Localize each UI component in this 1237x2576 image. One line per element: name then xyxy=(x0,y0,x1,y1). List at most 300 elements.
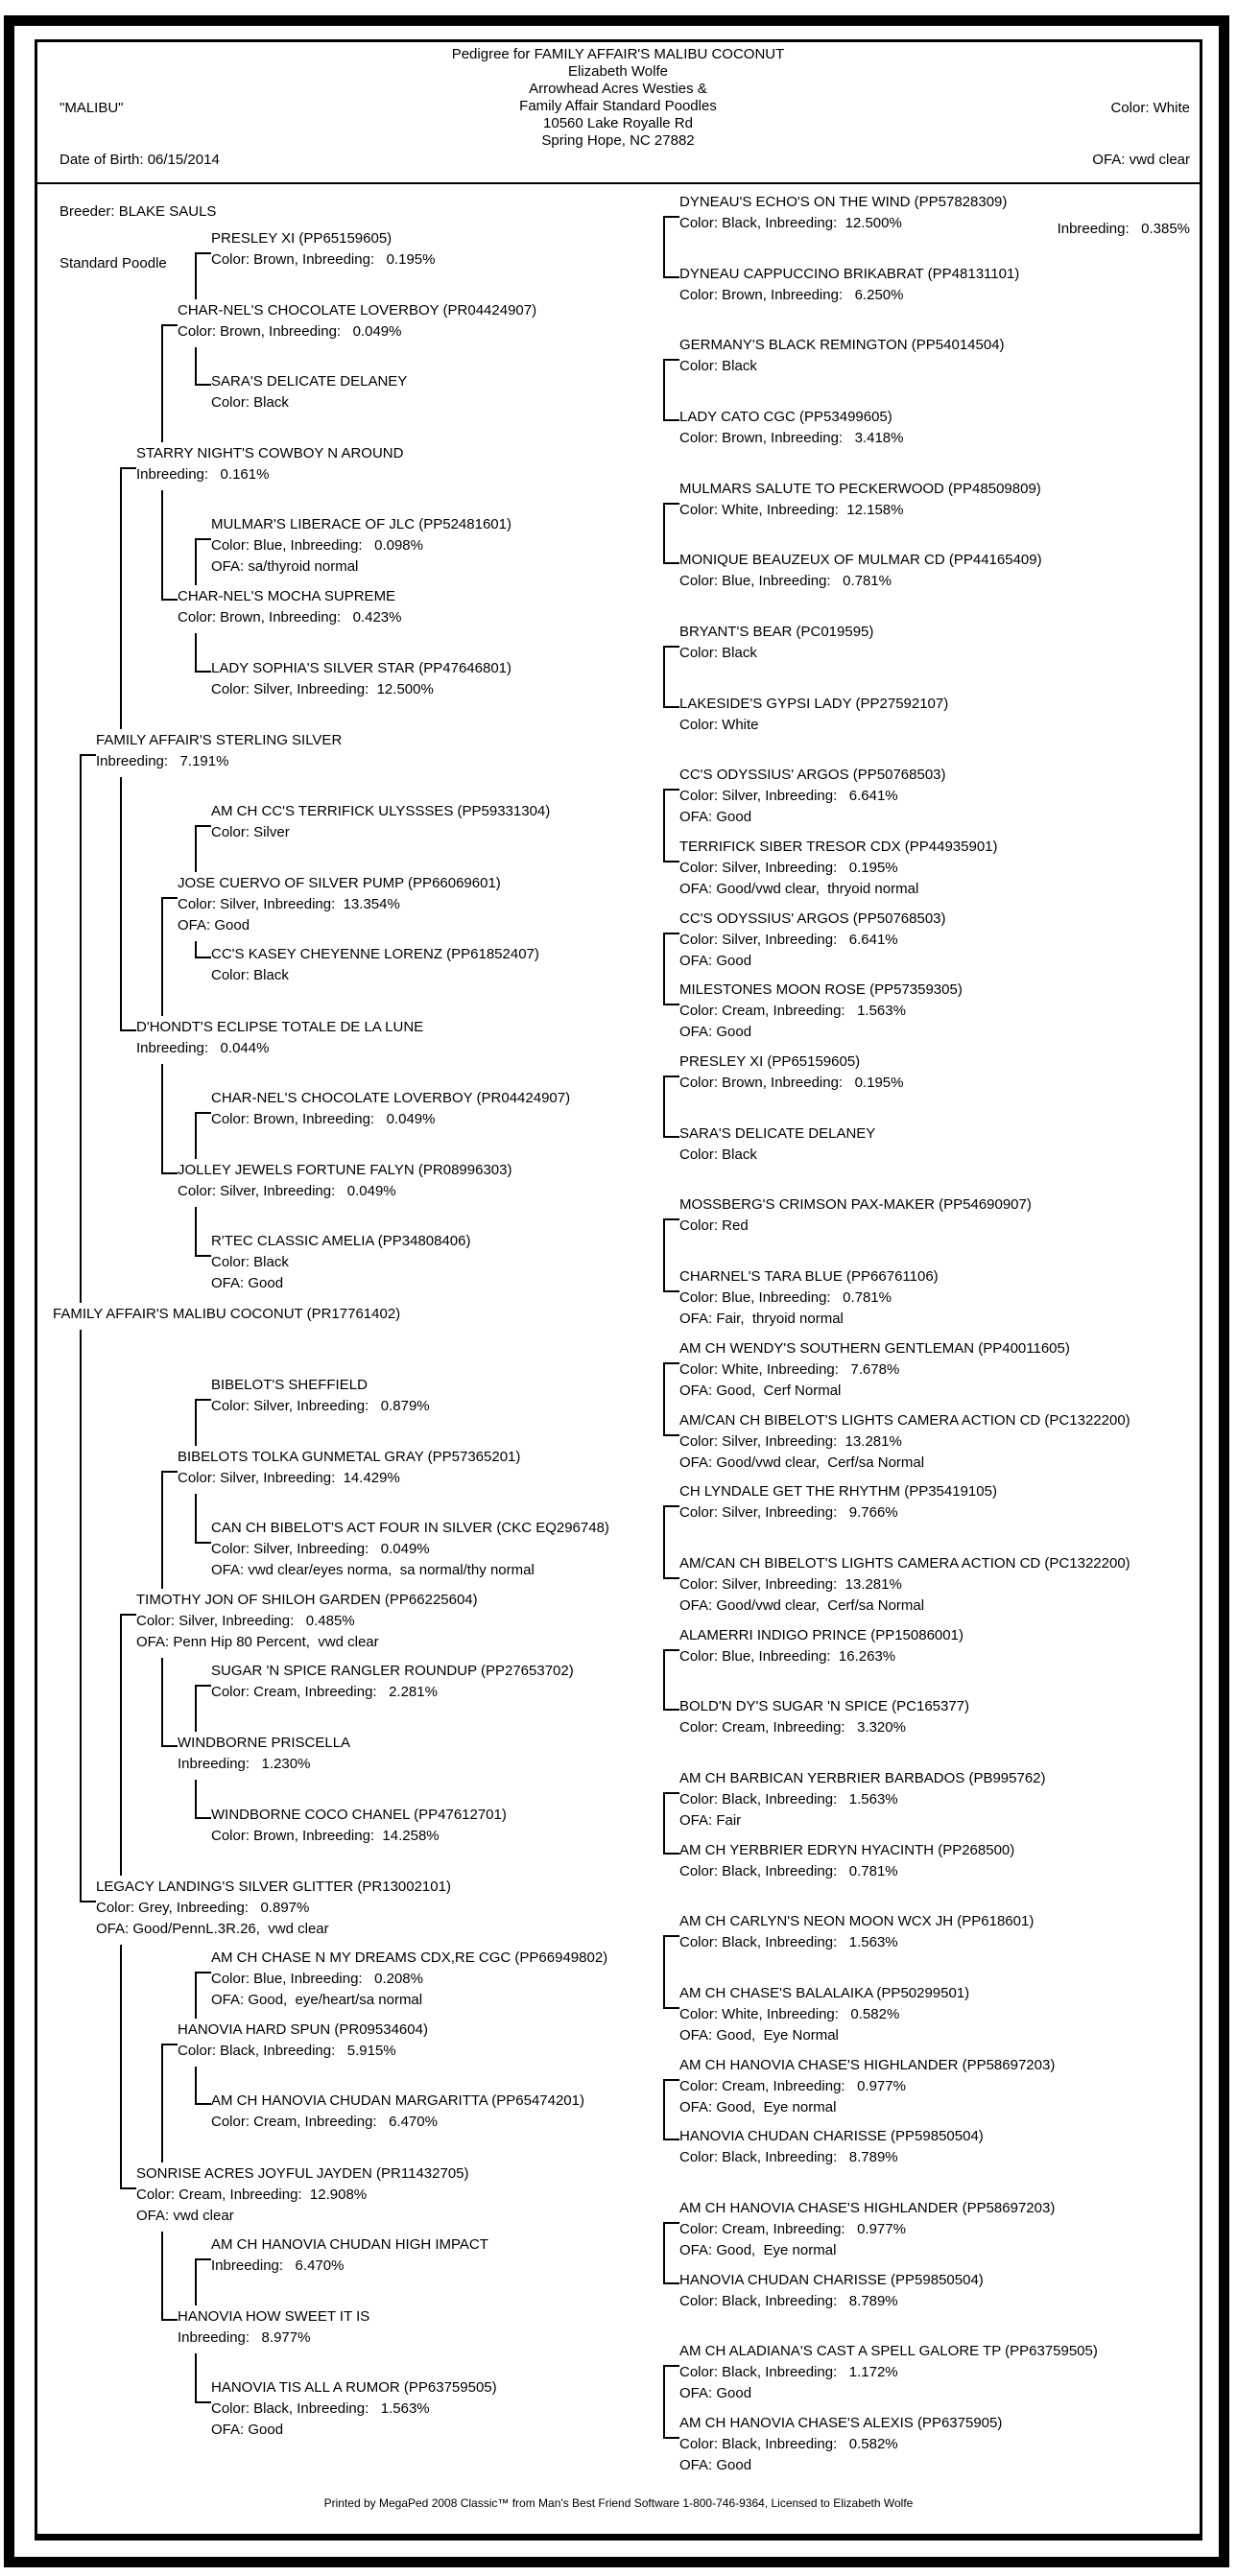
pedigree-node xyxy=(178,873,501,936)
pedigree-node-name: AM CH HANOVIA CHASE'S HIGHLANDER (PP58697203) xyxy=(679,2057,1056,2073)
pedigree-connector xyxy=(161,1064,163,1174)
subject-color: Color: White xyxy=(1110,100,1190,116)
pedigree-node-detail: Color: White, Inbreeding: 7.678% xyxy=(679,1361,900,1378)
pedigree-node xyxy=(679,2413,1002,2476)
pedigree-node xyxy=(96,1877,451,1940)
kennel-name-1: Arrowhead Acres Westies & xyxy=(529,81,707,97)
pedigree-connector xyxy=(663,359,665,421)
pedigree-node-detail: Color: Silver, Inbreeding: 0.049% xyxy=(211,1541,430,1557)
pedigree-node-name: CHAR-NEL'S CHOCOLATE LOVERBOY (PR04424907) xyxy=(211,1090,571,1106)
pedigree-connector xyxy=(663,1792,679,1794)
pedigree-connector xyxy=(195,538,197,585)
pedigree-node xyxy=(679,335,1005,377)
pedigree-node xyxy=(679,407,903,449)
pedigree-connector xyxy=(161,1172,178,1174)
pedigree-node-name: AM CH CHASE N MY DREAMS CDX,RE CGC (PP66949802) xyxy=(211,1950,608,1966)
pedigree-node-name: DYNEAU'S ECHO'S ON THE WIND (PP57828309) xyxy=(679,194,1008,210)
pedigree-node xyxy=(211,801,550,843)
pedigree-connector xyxy=(663,1505,665,1579)
pedigree-node-detail: Inbreeding: 7.191% xyxy=(96,753,229,769)
pedigree-node-detail: OFA: Good xyxy=(679,809,752,825)
pedigree-node-detail: Color: Silver, Inbreeding: 0.485% xyxy=(136,1613,355,1629)
pedigree-connector xyxy=(161,1471,163,1589)
pedigree-connector xyxy=(195,252,197,299)
pedigree-connector xyxy=(195,1972,211,1973)
pedigree-connector xyxy=(663,646,679,648)
pedigree-connector xyxy=(663,1434,679,1436)
pedigree-connector xyxy=(663,2139,679,2140)
pedigree-node-detail: Color: Silver, Inbreeding: 12.500% xyxy=(211,681,434,697)
pedigree-node-detail: Color: Blue, Inbreeding: 0.208% xyxy=(211,1971,423,1987)
pedigree-node-name: STARRY NIGHT'S COWBOY N AROUND xyxy=(136,445,404,461)
pedigree-node-detail: OFA: Good, Eye Normal xyxy=(679,2027,839,2044)
pedigree-node-detail: Color: Blue, Inbreeding: 0.781% xyxy=(679,573,892,589)
owner-city-state: Spring Hope, NC 27882 xyxy=(541,132,695,149)
pedigree-node-detail: Color: White, Inbreeding: 0.582% xyxy=(679,2006,900,2022)
pedigree-node-detail: Color: Cream, Inbreeding: 12.908% xyxy=(136,2186,368,2203)
pedigree-node-name: FAMILY AFFAIR'S STERLING SILVER xyxy=(96,732,343,748)
pedigree-node-name: BIBELOTS TOLKA GUNMETAL GRAY (PP57365201) xyxy=(178,1449,521,1465)
pedigree-node-name: AM CH CC'S TERRIFICK ULYSSSES (PP59331304) xyxy=(211,803,551,819)
pedigree-node xyxy=(211,2234,488,2277)
pedigree-node xyxy=(178,1160,511,1202)
pedigree-connector xyxy=(663,2079,665,2140)
pedigree-connector xyxy=(161,897,178,899)
pedigree-connector xyxy=(120,2187,136,2189)
pedigree-node-detail: Color: Brown, Inbreeding: 0.049% xyxy=(211,1111,436,1127)
pedigree-node-name: MOSSBERG'S CRIMSON PAX-MAKER (PP54690907) xyxy=(679,1196,1032,1213)
pedigree-node-detail: Color: Cream, Inbreeding: 3.320% xyxy=(679,1719,906,1736)
pedigree-node-name: ALAMERRI INDIGO PRINCE (PP15086001) xyxy=(679,1627,963,1643)
pedigree-node-detail: Color: White, Inbreeding: 12.158% xyxy=(679,502,904,518)
pedigree-node-detail: Color: Blue, Inbreeding: 16.263% xyxy=(679,1648,896,1665)
footer-text: Printed by MegaPed 2008 Classic™ from Man's Best Friend Software 1-800-746-9364, Licensed to Elizabeth Wolfe xyxy=(323,2496,914,2510)
pedigree-node xyxy=(136,2163,469,2227)
pedigree-node xyxy=(679,1768,1046,1832)
pedigree-connector xyxy=(195,1399,197,1446)
pedigree-connector xyxy=(663,419,679,421)
subject-inbreeding: Inbreeding: 0.385% xyxy=(1057,221,1190,237)
subject-ofa: OFA: vwd clear xyxy=(1092,152,1190,168)
pedigree-node-detail: OFA: Good, Eye normal xyxy=(679,2242,837,2258)
pedigree-node-detail: Inbreeding: 6.470% xyxy=(211,2257,345,2274)
pedigree-node-detail: OFA: Good xyxy=(211,2422,284,2438)
pedigree-connector xyxy=(663,1577,679,1579)
pedigree-node-detail: Color: Brown, Inbreeding: 6.250% xyxy=(679,287,904,303)
kennel-name-2: Family Affair Standard Poodles xyxy=(519,98,717,114)
breeder: Breeder: BLAKE SAULS xyxy=(59,203,217,220)
pedigree-node xyxy=(679,550,1042,592)
pedigree-node xyxy=(679,1911,1034,1953)
owner-name: Elizabeth Wolfe xyxy=(568,63,668,80)
pedigree-connector xyxy=(663,1362,665,1436)
pedigree-connector xyxy=(195,1494,197,1544)
pedigree-node xyxy=(178,1447,520,1489)
pedigree-node-name: JOSE CUERVO OF SILVER PUMP (PP66069601) xyxy=(178,875,501,891)
pedigree-connector xyxy=(663,1649,665,1711)
pedigree-node-name: HANOVIA TIS ALL A RUMOR (PP63759505) xyxy=(211,2379,497,2396)
pedigree-node-name: AM CH CARLYN'S NEON MOON WCX JH (PP618601) xyxy=(679,1913,1035,1929)
pedigree-connector xyxy=(663,1505,679,1507)
pedigree-node xyxy=(679,1266,939,1330)
pedigree-connector xyxy=(80,754,96,756)
pedigree-node-detail: OFA: Good, Cerf Normal xyxy=(679,1383,842,1399)
pedigree-connector xyxy=(663,1792,665,1855)
pedigree-node-detail: Color: Black, Inbreeding: 5.915% xyxy=(178,2043,396,2059)
pedigree-node-detail: Color: Brown, Inbreeding: 0.195% xyxy=(211,251,436,268)
pedigree-connector xyxy=(663,1362,679,1364)
pedigree-node-name: CC'S ODYSSIUS' ARGOS (PP50768503) xyxy=(679,910,946,927)
pedigree-connector xyxy=(161,1658,163,1747)
pedigree-connector xyxy=(663,276,679,278)
pedigree-connector xyxy=(195,1780,197,1819)
pedigree-node-name: AM/CAN CH BIBELOT'S LIGHTS CAMERA ACTION CD (PC1322200) xyxy=(679,1555,1130,1572)
date-of-birth: Date of Birth: 06/15/2014 xyxy=(59,152,220,168)
pedigree-connector xyxy=(120,1945,122,2189)
pedigree-node-name: AM CH HANOVIA CHASE'S ALEXIS (PP6375905) xyxy=(679,2415,1003,2431)
pedigree-node-detail: Color: White xyxy=(679,717,759,733)
pedigree-node-name: AM/CAN CH BIBELOT'S LIGHTS CAMERA ACTION CD (PC1322200) xyxy=(679,1412,1130,1429)
pedigree-connector xyxy=(663,1935,679,1937)
pedigree-connector xyxy=(663,1136,679,1138)
pedigree-connector xyxy=(195,538,211,540)
pedigree-node-detail: Color: Silver, Inbreeding: 0.195% xyxy=(679,860,898,876)
pedigree-node-detail: OFA: Good xyxy=(178,917,250,934)
pedigree-node-name: GERMANY'S BLACK REMINGTON (PP54014504) xyxy=(679,337,1005,353)
pedigree-node-detail: Color: Black xyxy=(679,645,757,661)
pedigree-connector xyxy=(195,1112,211,1114)
pedigree-connector xyxy=(663,1218,679,1220)
call-name: "MALIBU" xyxy=(59,100,124,116)
pedigree-node-detail: OFA: Fair, thryoid normal xyxy=(679,1311,844,1327)
pedigree-connector xyxy=(663,1709,679,1711)
pedigree-node-name: HANOVIA HARD SPUN (PR09534604) xyxy=(178,2021,428,2038)
pedigree-node-name: PRESLEY XI (PP65159605) xyxy=(211,230,393,247)
pedigree-node-name: SARA'S DELICATE DELANEY xyxy=(211,373,408,390)
pedigree-node xyxy=(211,1805,507,1847)
pedigree-connector xyxy=(161,2044,178,2045)
pedigree-node-detail: Color: Brown, Inbreeding: 0.423% xyxy=(178,609,402,626)
pedigree-node-detail: Color: Silver, Inbreeding: 0.879% xyxy=(211,1398,430,1414)
pedigree-node-name: HANOVIA CHUDAN CHARISSE (PP59850504) xyxy=(679,2128,984,2144)
pedigree-connector xyxy=(80,754,82,1303)
pedigree-connector xyxy=(195,2067,197,2105)
pedigree-connector xyxy=(663,1218,665,1292)
pedigree-connector xyxy=(663,1075,665,1138)
pedigree-node xyxy=(679,479,1041,521)
pedigree-node-name: CAN CH BIBELOT'S ACT FOUR IN SILVER (CKC EQ296748) xyxy=(211,1520,609,1536)
pedigree-node xyxy=(679,1123,875,1166)
pedigree-node-name: TERRIFICK SIBER TRESOR CDX (PP44935901) xyxy=(679,839,998,855)
pedigree-node xyxy=(96,730,342,772)
pedigree-connector xyxy=(120,1614,122,1876)
pedigree-node-name: D'HONDT'S ECLIPSE TOTALE DE LA LUNE xyxy=(136,1019,424,1035)
pedigree-connector xyxy=(195,1685,197,1732)
page-title: Pedigree for FAMILY AFFAIR'S MALIBU COCONUT xyxy=(451,46,785,62)
pedigree-node-detail: Color: Black, Inbreeding: 1.563% xyxy=(211,2400,430,2417)
pedigree-node-name: AM CH HANOVIA CHASE'S HIGHLANDER (PP58697203) xyxy=(679,2200,1056,2216)
pedigree-node xyxy=(178,586,401,628)
pedigree-connector xyxy=(161,2044,163,2162)
pedigree-node-detail: OFA: Good xyxy=(679,953,752,969)
pedigree-node-detail: Color: Black xyxy=(679,1146,757,1163)
pedigree-node xyxy=(679,1983,969,2046)
pedigree-node-detail: Color: Silver, Inbreeding: 13.354% xyxy=(178,896,400,912)
pedigree-node xyxy=(679,2055,1055,2118)
pedigree-connector xyxy=(195,2258,197,2305)
pedigree-node xyxy=(178,2306,369,2349)
pedigree-connector xyxy=(120,1029,136,1031)
pedigree-connector xyxy=(195,957,211,958)
pedigree-node-detail: Color: Blue, Inbreeding: 0.098% xyxy=(211,537,423,554)
pedigree-node xyxy=(679,909,946,972)
pedigree-node-detail: Color: Grey, Inbreeding: 0.897% xyxy=(96,1900,310,1916)
pedigree-node-name: AM CH YERBRIER EDRYN HYACINTH (PP268500) xyxy=(679,1842,1015,1858)
pedigree-connector xyxy=(663,861,679,863)
owner-address: 10560 Lake Royalle Rd xyxy=(543,115,693,131)
pedigree-connector xyxy=(663,1853,679,1855)
pedigree-connector xyxy=(161,599,178,601)
pedigree-connector xyxy=(663,216,665,278)
pedigree-connector xyxy=(195,2401,211,2403)
pedigree-node-detail: Color: Red xyxy=(679,1217,749,1234)
pedigree-node xyxy=(178,2020,428,2062)
pedigree-node-name: PRESLEY XI (PP65159605) xyxy=(679,1053,861,1070)
pedigree-node-name: AM CH WENDY'S SOUTHERN GENTLEMAN (PP40011605) xyxy=(679,1340,1070,1357)
pedigree-node-name: R'TEC CLASSIC AMELIA (PP34808406) xyxy=(211,1233,471,1249)
pedigree-connector xyxy=(161,2319,178,2321)
pedigree-node xyxy=(211,1375,430,1417)
pedigree-node-detail: Color: Silver, Inbreeding: 6.641% xyxy=(679,932,898,948)
pedigree-node-name: AM CH HANOVIA CHUDAN HIGH IMPACT xyxy=(211,2236,488,2253)
pedigree-connector xyxy=(663,2282,679,2284)
pedigree-connector xyxy=(663,789,665,863)
pedigree-connector xyxy=(195,633,197,673)
pedigree-node-detail: Color: Silver, Inbreeding: 13.281% xyxy=(679,1576,902,1593)
pedigree-node-detail: Color: Cream, Inbreeding: 2.281% xyxy=(211,1684,438,1700)
pedigree-connector xyxy=(195,825,211,827)
pedigree-connector xyxy=(80,1330,82,1902)
pedigree-node-name: SARA'S DELICATE DELANEY xyxy=(679,1125,876,1142)
pedigree-node-detail: Inbreeding: 0.044% xyxy=(136,1040,270,1056)
pedigree-node-name: TIMOTHY JON OF SHILOH GARDEN (PP66225604) xyxy=(136,1592,478,1608)
pedigree-node-detail: OFA: Good/vwd clear, Cerf/sa Normal xyxy=(679,1454,925,1471)
pedigree-node xyxy=(136,1017,423,1059)
pedigree-connector xyxy=(663,503,665,564)
pedigree-connector xyxy=(120,1614,136,1616)
pedigree-connector xyxy=(195,1207,197,1257)
pedigree-node-detail: Color: Brown, Inbreeding: 0.049% xyxy=(178,323,402,340)
pedigree-connector xyxy=(663,2365,665,2439)
pedigree-node xyxy=(211,1231,471,1294)
pedigree-node xyxy=(211,2377,497,2441)
pedigree-connector xyxy=(663,1649,679,1651)
pedigree-connector xyxy=(195,1685,211,1687)
pedigree-node-detail: Color: Cream, Inbreeding: 0.977% xyxy=(679,2221,906,2237)
pedigree-node-detail: OFA: Fair xyxy=(679,1812,742,1829)
pedigree-node-name: WINDBORNE COCO CHANEL (PP47612701) xyxy=(211,1807,507,1823)
pedigree-node xyxy=(679,1052,903,1094)
pedigree-node-detail: Inbreeding: 0.161% xyxy=(136,466,270,483)
pedigree-node-name: SONRISE ACRES JOYFUL JAYDEN (PR11432705) xyxy=(136,2165,469,2182)
pedigree-node xyxy=(679,1625,963,1667)
pedigree-node-detail: Color: Blue, Inbreeding: 0.781% xyxy=(679,1289,892,1306)
pedigree-connector xyxy=(195,2353,197,2403)
pedigree-node-name: FAMILY AFFAIR'S MALIBU COCONUT (PR17761402) xyxy=(53,1306,401,1322)
pedigree-node xyxy=(679,1194,1032,1237)
pedigree-node xyxy=(679,2198,1055,2261)
pedigree-node-name: CC'S ODYSSIUS' ARGOS (PP50768503) xyxy=(679,767,946,783)
pedigree-connector xyxy=(195,1817,211,1819)
pedigree-node-detail: Color: Cream, Inbreeding: 6.470% xyxy=(211,2114,438,2130)
pedigree-node-name: HANOVIA CHUDAN CHARISSE (PP59850504) xyxy=(679,2272,984,2288)
pedigree-connector xyxy=(195,1972,197,2019)
pedigree-node xyxy=(679,192,1007,234)
pedigree-node xyxy=(136,443,403,485)
pedigree-node-name: BOLD'N DY'S SUGAR 'N SPICE (PC165377) xyxy=(679,1698,970,1714)
pedigree-connector xyxy=(663,562,679,564)
pedigree-node-detail: OFA: Good, Eye normal xyxy=(679,2099,837,2115)
pedigree-node-detail: OFA: Good/vwd clear, Cerf/sa Normal xyxy=(679,1597,925,1614)
pedigree-node-detail: OFA: vwd clear xyxy=(136,2208,234,2224)
pedigree-node-name: AM CH CHASE'S BALALAIKA (PP50299501) xyxy=(679,1985,970,2001)
pedigree-node-name: CC'S KASEY CHEYENNE LORENZ (PP61852407) xyxy=(211,946,539,962)
pedigree-node-detail: OFA: Good xyxy=(679,1024,752,1040)
pedigree-node xyxy=(211,1088,570,1130)
pedigree-connector xyxy=(663,2437,679,2439)
pedigree-connector xyxy=(663,2365,679,2367)
pedigree-node xyxy=(178,300,536,343)
pedigree-node xyxy=(53,1304,400,1325)
pedigree-connector xyxy=(195,671,211,673)
pedigree-node-name: WINDBORNE PRISCELLA xyxy=(178,1735,351,1751)
pedigree-connector xyxy=(663,1004,679,1005)
pedigree-node-name: LADY CATO CGC (PP53499605) xyxy=(679,409,892,425)
pedigree-node-detail: Color: Silver xyxy=(211,824,290,840)
pedigree-connector xyxy=(663,2222,665,2284)
pedigree-node-detail: Color: Black, Inbreeding: 12.500% xyxy=(679,215,902,231)
pedigree-node xyxy=(178,1733,350,1775)
pedigree-node-detail: Color: Silver, Inbreeding: 0.049% xyxy=(178,1183,396,1199)
pedigree-node xyxy=(679,2341,1098,2404)
pedigree-node-detail: Color: Cream, Inbreeding: 0.977% xyxy=(679,2078,906,2094)
pedigree-connector xyxy=(161,490,163,601)
pedigree-node-name: BRYANT'S BEAR (PC019595) xyxy=(679,624,874,640)
pedigree-connector xyxy=(161,897,163,1016)
pedigree-node-detail: Color: Brown, Inbreeding: 3.418% xyxy=(679,430,904,446)
pedigree-connector xyxy=(161,324,178,326)
pedigree-node-detail: Color: Black, Inbreeding: 8.789% xyxy=(679,2293,898,2309)
pedigree-node xyxy=(211,658,511,700)
pedigree-node-detail: Color: Black xyxy=(679,358,757,374)
pedigree-connector xyxy=(663,216,679,218)
pedigree-node-name: JOLLEY JEWELS FORTUNE FALYN (PR08996303) xyxy=(178,1162,512,1178)
pedigree-node-detail: OFA: Good/vwd clear, thryoid normal xyxy=(679,881,919,897)
pedigree-node-detail: Color: Silver, Inbreeding: 14.429% xyxy=(178,1470,400,1486)
pedigree-node-detail: OFA: vwd clear/eyes norma, sa normal/thy normal xyxy=(211,1562,535,1578)
pedigree-node xyxy=(211,514,511,578)
pedigree-connector xyxy=(663,359,679,361)
pedigree-node-detail: Color: Silver, Inbreeding: 13.281% xyxy=(679,1433,902,1450)
pedigree-connector xyxy=(195,1112,197,1159)
pedigree-connector xyxy=(80,1901,96,1902)
pedigree-node xyxy=(679,837,998,900)
pedigree-node xyxy=(679,1481,997,1524)
pedigree-node xyxy=(136,1590,478,1653)
pedigree-connector xyxy=(195,825,197,872)
pedigree-connector xyxy=(663,706,679,708)
pedigree-node-name: MONIQUE BEAUZEUX OF MULMAR CD (PP44165409) xyxy=(679,552,1042,568)
pedigree-node-detail: Color: Silver, Inbreeding: 9.766% xyxy=(679,1504,898,1521)
pedigree-connector xyxy=(195,1399,211,1401)
pedigree-node-detail: Color: Silver, Inbreeding: 6.641% xyxy=(679,788,898,804)
pedigree-node-detail: OFA: Penn Hip 80 Percent, vwd clear xyxy=(136,1634,379,1650)
pedigree-node-detail: OFA: Good xyxy=(679,2457,752,2473)
pedigree-node xyxy=(211,944,539,986)
pedigree-node-name: MULMAR'S LIBERACE OF JLC (PP52481601) xyxy=(211,516,511,532)
pedigree-node-detail: Color: Black, Inbreeding: 0.781% xyxy=(679,1863,898,1879)
pedigree-node-detail: Color: Black, Inbreeding: 1.563% xyxy=(679,1934,898,1950)
pedigree-node-name: CH LYNDALE GET THE RHYTHM (PP35419105) xyxy=(679,1483,997,1500)
pedigree-node-detail: Color: Black xyxy=(211,1254,289,1270)
pedigree-node-detail: Color: Black xyxy=(211,394,289,411)
pedigree-connector xyxy=(663,503,679,505)
pedigree-connector xyxy=(663,1075,679,1077)
pedigree-node xyxy=(679,1840,1014,1882)
pedigree-node-name: SUGAR 'N SPICE RANGLER ROUNDUP (PP27653702) xyxy=(211,1663,574,1679)
pedigree-node xyxy=(679,264,1019,306)
pedigree-connector xyxy=(120,467,136,469)
pedigree-connector xyxy=(663,2079,679,2081)
pedigree-connector xyxy=(161,2232,163,2321)
pedigree-node xyxy=(211,1518,609,1581)
pedigree-node xyxy=(211,228,435,271)
pedigree-connector xyxy=(195,384,211,386)
pedigree-connector xyxy=(663,646,665,708)
pedigree-node xyxy=(679,765,946,828)
pedigree-node-name: AM CH BARBICAN YERBRIER BARBADOS (PB995762) xyxy=(679,1770,1046,1786)
pedigree-connector xyxy=(195,941,197,958)
pedigree-node xyxy=(679,622,873,664)
pedigree-connector xyxy=(663,1290,679,1292)
pedigree-node xyxy=(679,1553,1130,1617)
pedigree-node-detail: OFA: Good xyxy=(211,1275,284,1291)
pedigree-node xyxy=(211,371,407,414)
pedigree-node-detail: Color: Brown, Inbreeding: 14.258% xyxy=(211,1828,440,1844)
pedigree-node-name: LEGACY LANDING'S SILVER GLITTER (PR13002101) xyxy=(96,1879,451,1895)
pedigree-node-name: LAKESIDE'S GYPSI LADY (PP27592107) xyxy=(679,696,949,712)
pedigree-connector xyxy=(663,2007,679,2009)
pedigree-node-detail: Color: Black, Inbreeding: 8.789% xyxy=(679,2149,898,2165)
pedigree-node xyxy=(679,980,963,1043)
pedigree-connector xyxy=(195,347,197,386)
pedigree-node-detail: Color: Black xyxy=(211,967,289,983)
pedigree-connector xyxy=(161,324,163,442)
pedigree-connector xyxy=(161,1745,178,1747)
pedigree-node-name: AM CH HANOVIA CHUDAN MARGARITTA (PP65474201) xyxy=(211,2092,584,2109)
pedigree-node-detail: OFA: sa/thyroid normal xyxy=(211,558,359,575)
pedigree-connector xyxy=(195,2258,211,2260)
pedigree-node-name: MILESTONES MOON ROSE (PP57359305) xyxy=(679,981,963,998)
pedigree-node xyxy=(679,694,948,736)
pedigree-node xyxy=(211,2091,584,2133)
pedigree-node-detail: Color: Brown, Inbreeding: 0.195% xyxy=(679,1075,904,1091)
pedigree-node-name: LADY SOPHIA'S SILVER STAR (PP47646801) xyxy=(211,660,512,676)
pedigree-node xyxy=(679,2270,984,2312)
pedigree-connector xyxy=(195,2103,211,2105)
pedigree-connector xyxy=(663,789,679,791)
pedigree-node xyxy=(679,2126,984,2168)
